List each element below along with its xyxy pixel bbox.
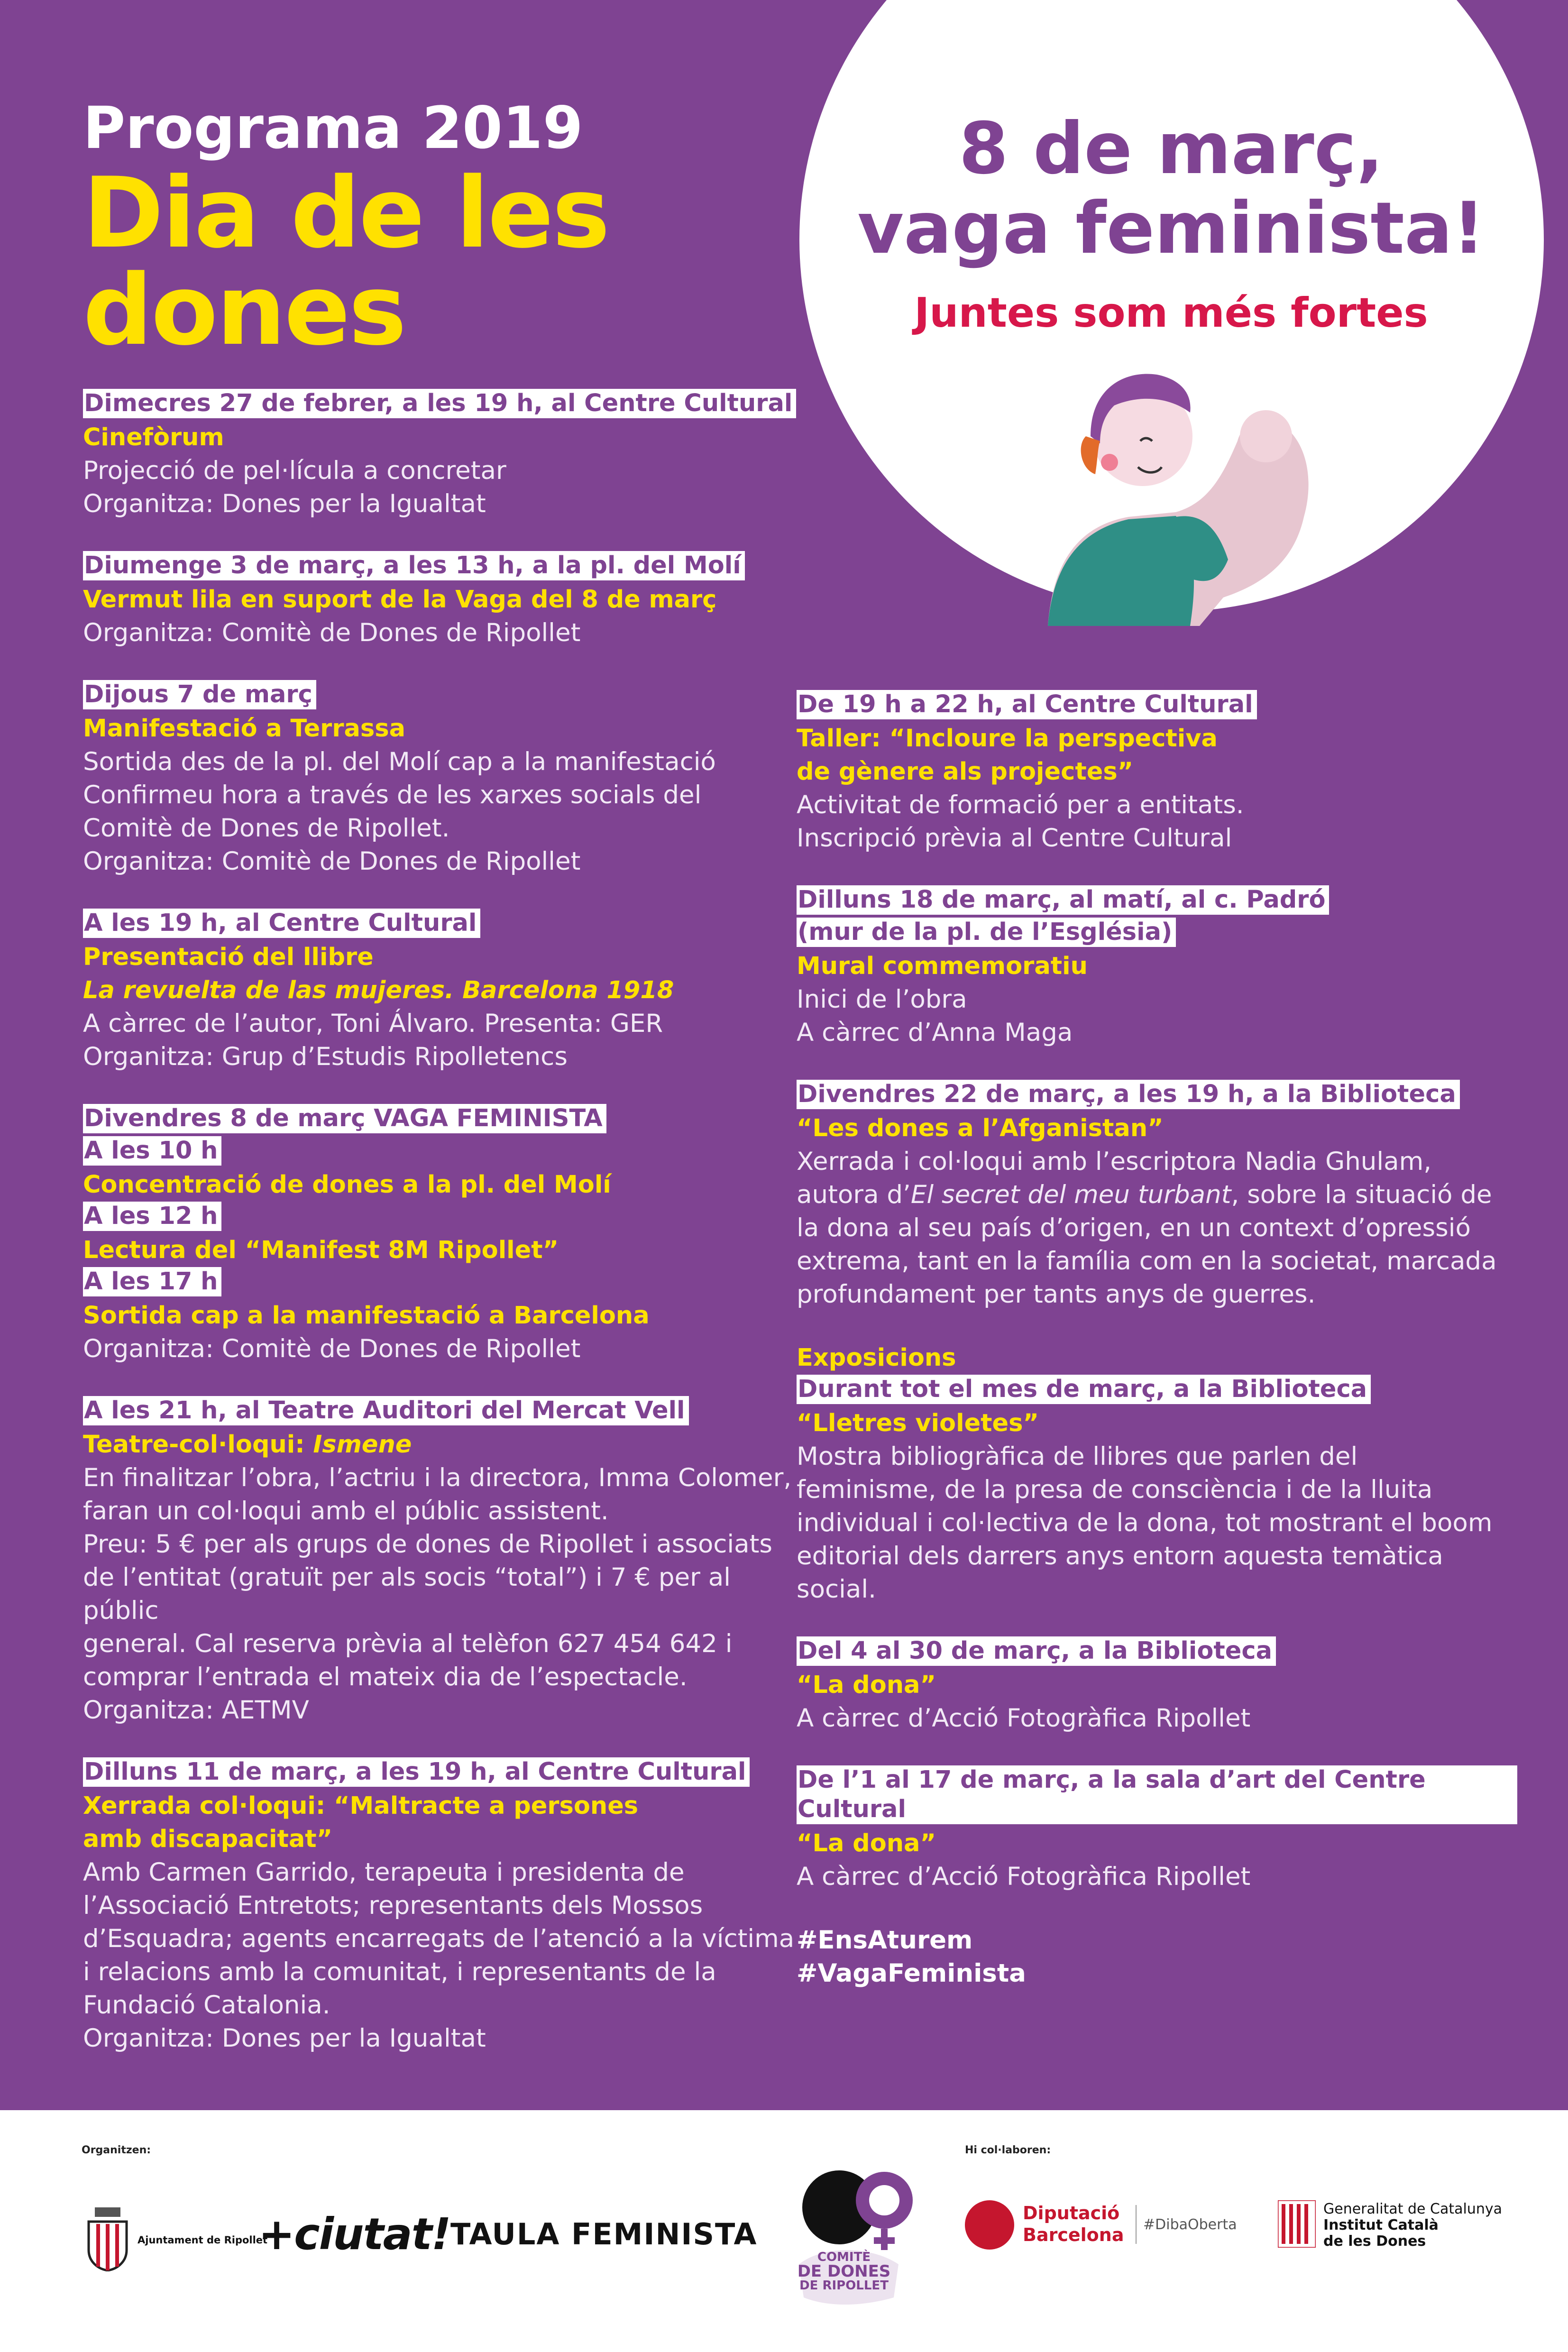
event-line: En finalitzar l’obra, l’actriu i la directora, Imma Colomer, [83,1463,792,1492]
event-header: Dimecres 27 de febrer, a les 19 h, al Centre Cultural [83,389,796,418]
event-line: la dona al seu país d’origen, en un context d’opressió [797,1213,1471,1242]
event-cineforum [83,389,804,521]
generalitat-text [1323,2201,1502,2250]
book-title: El secret del meu turbant [910,1180,1231,1209]
event-exposicions [797,1341,1517,1606]
vaga-activity: Lectura del “Manifest 8M Ripollet” [83,1236,559,1264]
vaga-time: A les 12 h [83,1202,221,1231]
diputacio-mark-icon [965,2200,1014,2250]
event-line: A càrrec de l’autor, Toni Álvaro. Presenta: GER [83,1009,663,1038]
event-line: i relacions amb la comunitat, i representants de la [83,1957,716,1986]
event-line: l’Associació Entretots; representants dels Mossos [83,1891,703,1920]
event-line [797,1178,1517,1212]
generalitat-line: Generalitat de Catalunya [1323,2201,1503,2217]
heading-title-text [83,157,609,367]
woman-hair [1081,436,1100,474]
comite-text-line: COMITÈ [817,2250,871,2264]
event-line: faran un col·loqui amb el públic assistent. [83,1497,609,1525]
event-header: Dijous 7 de març [83,680,316,709]
event-title: de gènere als projectes” [797,758,1134,786]
event-line: Mostra bibliogràfica de llibres que parlen del [797,1442,1358,1471]
event-line: Xerrada i col·loqui amb l’escriptora Nadia Ghulam, [797,1147,1432,1176]
event-title: Manifestació a Terrassa [83,715,406,743]
event-line: Organitza: Grup d’Estudis Ripolletencs [83,1042,568,1071]
event-line: Projecció de pel·lícula a concretar [83,456,506,485]
event-header: Divendres 22 de març, a les 19 h, a la Biblioteca [797,1080,1460,1109]
institut-line: Institut Català [1323,2217,1439,2233]
event-header: Dilluns 11 de març, a les 19 h, al Centre Cultural [83,1757,750,1787]
event-title: “La dona” [797,1671,936,1699]
woman-illustration [1019,360,1351,626]
event-line: A càrrec d’Acció Fotogràfica Ripollet [797,1704,1251,1733]
events-left-column [83,389,804,2086]
events-right-column [797,690,1517,1990]
event-line: extrema, tant en la família com en la societat, marcada [797,1247,1497,1276]
event-line: general. Cal reserva prèvia al telèfon 627 454 642 i [83,1629,733,1658]
event-title: Mural commemoratiu [797,952,1088,980]
event-line: A càrrec d’Acció Fotogràfica Ripollet [797,1862,1251,1891]
heading-title-line-2: dones [83,254,405,367]
event-llibre [83,909,804,1074]
event-header: De 19 h a 22 h, al Centre Cultural [797,690,1257,719]
event-line: Organitza: Comitè de Dones de Ripollet [83,847,581,876]
vaga-time: A les 17 h [83,1267,221,1296]
book-title: La revuelta de las mujeres. Barcelona 1918 [83,976,674,1004]
event-line: de l’entitat (gratuït per als socis “total”) i 7 € per al públic [83,1563,731,1625]
event-line: Inscripció prèvia al Centre Cultural [797,824,1232,853]
event-line: Activitat de formació per a entitats. [797,790,1244,819]
comite-dones-logo [766,2155,922,2312]
event-line: comprar l’entrada el mateix dia de l’espectacle. [83,1663,688,1691]
event-header: A les 21 h, al Teatre Auditori del Mercat Vell [83,1396,689,1425]
event-title [83,1428,804,1461]
event-line: individual i col·lectiva de la dona, tot mostrant el boom [797,1508,1493,1537]
comite-text [766,2250,922,2293]
event-line: Comitè de Dones de Ripollet. [83,814,450,843]
event-header: (mur de la pl. de l’Església) [797,918,1176,947]
section-title: Exposicions [797,1344,956,1372]
event-la-dona-biblioteca [797,1636,1517,1735]
event-line: Organitza: Comitè de Dones de Ripollet [83,618,581,647]
event-title: “La dona” [797,1829,936,1857]
generalitat-flag-icon [1278,2200,1316,2248]
event-line: Organitza: AETMV [83,1696,309,1725]
event-title-em: Ismene [313,1431,412,1459]
woman-shirt [1048,516,1194,626]
collaboren-label: Hi col·laboren: [965,2144,1051,2156]
diputacio-line: Diputació [1023,2203,1120,2223]
woman-cheek [1101,454,1118,471]
comite-text-line: DE DONES [797,2262,891,2281]
line-prefix: autora d’ [797,1180,911,1209]
diba-hashtag: #DibaOberta [1143,2216,1237,2233]
event-vermut [83,551,804,650]
event-line: A càrrec d’Anna Maga [797,1018,1073,1047]
event-line: Organitza: Dones per la Igualtat [83,2024,486,2053]
divider [1136,2205,1137,2244]
event-teatre [83,1396,804,1727]
vaga-activity: Sortida cap a la manifestació a Barcelona [83,1302,650,1330]
heading-title-line-1: Dia de les [83,157,609,270]
vaga-time: A les 10 h [83,1136,221,1166]
event-la-dona-sala [797,1765,1517,1893]
event-line: profundament per tants anys de guerres. [797,1280,1316,1309]
organitzen-label: Organitzen: [82,2144,151,2156]
comite-text-line: DE RIPOLLET [799,2278,889,2293]
diputacio-name [1023,2202,1124,2246]
slogan-line-1: 8 de març, [959,108,1384,190]
line-suffix: , sobre la situació de [1231,1180,1492,1209]
event-title: “Les dones a l’Afganistan” [797,1114,1164,1142]
event-header: Durant tot el mes de març, a la Biblioteca [797,1375,1371,1404]
event-title: Taller: “Incloure la perspectiva [797,725,1218,753]
slogan-sub: Juntes som més fortes [914,289,1428,337]
event-title: Cinefòrum [83,423,224,451]
event-header: De l’1 al 17 de març, a la sala d’art del Centre Cultural [797,1765,1517,1824]
taula-feminista-logo: TAULA FEMINISTA [450,2217,758,2251]
event-line: Fundació Catalonia. [83,1991,330,2020]
event-title: Xerrada col·loqui: “Maltracte a persones [83,1792,639,1820]
heading-title [83,157,609,367]
event-header: A les 19 h, al Centre Cultural [83,909,480,938]
footer [0,2110,1568,2352]
event-terrassa [83,680,804,878]
ajuntament-crest-icon [82,2205,134,2271]
event-line: feminisme, de la presa de consciència i de la lluita [797,1475,1433,1504]
slogan-line-2: vaga feminista! [857,187,1485,270]
event-line: Inici de l’obra [797,985,967,1014]
event-line: Preu: 5 € per als grups de dones de Ripollet i associats [83,1530,773,1559]
event-mural [797,885,1517,1049]
event-afganistan [797,1080,1517,1311]
event-line: Sortida des de la pl. del Molí cap a la manifestació [83,747,716,776]
event-header: Dilluns 18 de març, al matí, al c. Padró [797,885,1329,915]
hashtag: #EnsAturem [797,1926,973,1955]
event-title: “Lletres violetes” [797,1409,1039,1437]
ajuntament-name: Ajuntament de Ripollet [138,2234,268,2246]
generalitat-line [1323,2217,1502,2233]
event-line: Organitza: Dones per la Igualtat [83,489,486,518]
event-line: d’Esquadra; agents encarregats de l’atenció a la víctima [83,1924,795,1953]
event-xerrada-discapacitat [83,1757,804,2055]
vaga-activity: Concentració de dones a la pl. del Molí [83,1171,611,1199]
event-title: Vermut lila en suport de la Vaga del 8 de març [83,586,717,614]
event-line: Organitza: Comitè de Dones de Ripollet [83,1334,581,1363]
event-line: editorial dels darrers anys entorn aquesta temàtica [797,1542,1443,1571]
event-header-date: Divendres 8 de març [84,1104,374,1132]
event-title: Presentació del llibre [83,943,374,971]
event-header: Diumenge 3 de març, a les 13 h, a la pl. del Molí [83,551,745,580]
hashtag: #VagaFeminista [797,1959,1026,1988]
generalitat-line [1323,2233,1502,2250]
event-header [83,1104,606,1133]
event-vaga [83,1104,804,1366]
event-line: social. [797,1575,876,1604]
event-title-prefix: Teatre-col·loqui: [83,1431,313,1459]
slogan-main [801,109,1541,268]
event-header-strong: VAGA FEMINISTA [374,1104,603,1132]
heading [83,94,609,367]
event-taller [797,690,1517,855]
event-header: Del 4 al 30 de març, a la Biblioteca [797,1636,1276,1666]
heading-year: Programa 2019 [83,94,583,162]
event-line: Confirmeu hora a través de les xarxes socials del [83,781,702,809]
woman-fist [1240,410,1292,462]
institut-line: de les Dones [1323,2233,1426,2250]
event-title: amb discapacitat” [83,1825,333,1853]
event-line: Amb Carmen Garrido, terapeuta i presidenta de [83,1858,685,1887]
diputacio-line: Barcelona [1023,2224,1124,2245]
ciutat-logo: +ciutat! [258,2209,450,2260]
